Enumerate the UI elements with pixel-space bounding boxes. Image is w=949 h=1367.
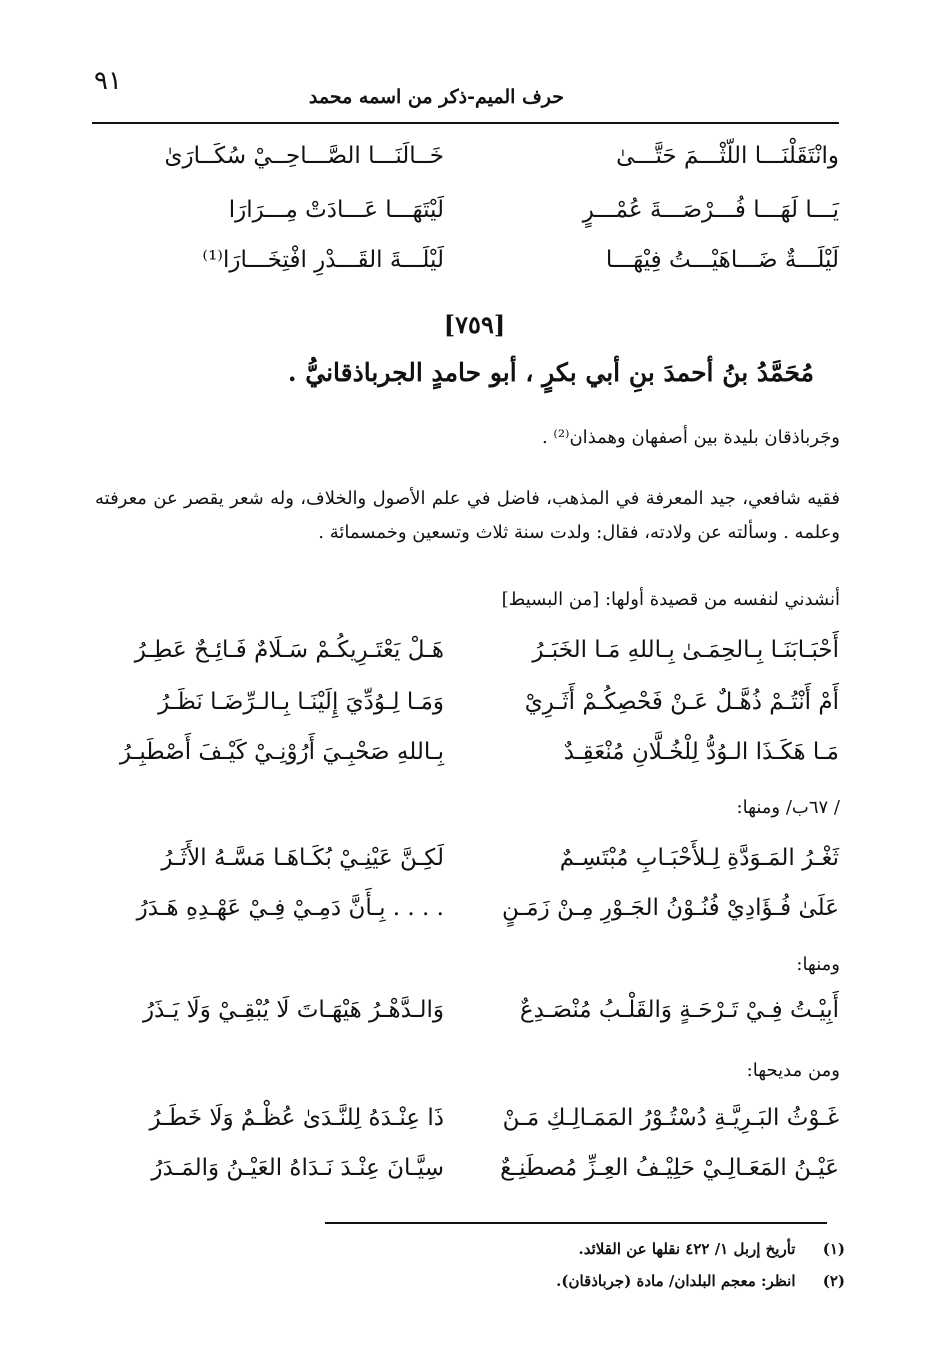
footnote: [556, 1272, 845, 1290]
footnote-text: تأريخ إربل ١/ ٤٢٢ نقلها عن القلائد.: [578, 1240, 796, 1258]
verse-row: [92, 1146, 839, 1190]
section-label: / ٦٧ب/ ومنها:: [736, 797, 840, 818]
footnote-number: (١): [822, 1240, 845, 1258]
verse-second-hemistich: لَيْلَـــةَ القَـــدْرِ افْتِخَـــارَا⁽¹⁾: [202, 247, 444, 273]
recited-intro: أنشدني لنفسه من قصيدة أولها: [من البسيط]: [501, 589, 840, 610]
place-note: وجَرباذقان بليدة بين أصفهان وهمذان⁽²⁾ .: [541, 427, 840, 448]
footnote-number: (٢): [822, 1272, 845, 1290]
verse-row: [92, 836, 839, 880]
verse-row: [92, 134, 839, 178]
page-number: ٩١: [94, 66, 122, 96]
footnote-text: انظر: معجم البلدان/ مادة (جرباذقان).: [556, 1272, 796, 1290]
verse-row: [92, 188, 839, 232]
footnote-rule: [325, 1222, 827, 1224]
verse-second-hemistich: وَمَـا لِـوُدِّيَ إِلَيْنَـا بِـالـرِّضَـا نَظَـرُ: [158, 689, 444, 715]
verse-second-hemistich: لَكِـنَّ عَيْنِـيْ بُكَـاهَـا مَسَّـهُ الأَثَـرُ: [161, 845, 444, 871]
biography-paragraph: فقيه شافعي، جيد المعرفة في المذهب، فاضل في علم الأصول والخلاف، وله شعر يقصر عن معرفته وعلمه . وسألته عن ولادته، فقال: ولدت سنة ثلاث وتسعين وخمسمائة .: [95, 488, 840, 543]
verse-row: [92, 886, 839, 930]
verse-second-hemistich: . . . . بِـأَنَّ دَمِـيْ فِـيْ عَهْـدِهِ هَـدَرُ: [136, 895, 444, 921]
header-rule: [92, 122, 839, 124]
verse-first-hemistich: يَـــا لَهَـــا فُـــرْصَـــةَ عُمْـــرٍ: [582, 197, 839, 223]
section-label: ومن مديحها:: [746, 1060, 840, 1081]
verse-second-hemistich: بِـاللهِ صَحْبِـيَ أَرُوْنِـيْ كَيْـفَ أَصْطَبِـرُ: [119, 739, 444, 765]
entry-number: [٧٥٩]: [443, 310, 506, 339]
verse-first-hemistich: أَمْ أَنْتُـمْ ذُهَّـلٌ عَـنْ فَحْصِكُـمْ أَثَـرِيْ: [524, 689, 839, 715]
verse-first-hemistich: عَلَىٰ فُـؤَادِيْ فُنُـوْنُ الجَـوْرِ مِـنْ زَمَـنٍ: [502, 895, 839, 921]
verse-second-hemistich: ذَا عِنْـدَهُ لِلنَّـدَىٰ عُظْـمٌ وَلَا خَطَـرُ: [149, 1105, 444, 1131]
section-label: ومنها:: [796, 954, 840, 975]
verse-first-hemistich: أَبِيْـتُ فِـيْ تَـرْحَـةٍ وَالقَلْـبُ مُنْصَـدِعٌ: [519, 997, 839, 1023]
verse-first-hemistich: ثَغْـرُ المَـوَدَّةِ لِـلأَحْبَـابِ مُبْتَسِـمٌ: [559, 845, 839, 871]
verse-second-hemistich: سِيَّـانَ عِنْـدَ نَـدَاهُ العَيْـنُ وَالمَـدَرُ: [151, 1155, 444, 1181]
verse-row: [92, 730, 839, 774]
verse-row: [92, 988, 839, 1032]
verse-first-hemistich: لَيْلَـــةٌ ضَـــاهَيْـــتُ فِيْهَـــا: [605, 247, 839, 273]
verse-first-hemistich: مَـا هَكَـذَا الـوُدُّ لِلْخُـلَّانِ مُنْعَقِـدٌ: [563, 739, 839, 765]
verse-row: [92, 628, 839, 672]
verse-second-hemistich: خَــالَنَـــا الصَّـــاحِــيْ سُكَــارَىٰ: [164, 143, 444, 169]
verse-first-hemistich: أَحْبَـابَنَـا بِـالحِمَـىٰ بِـاللهِ مَـا الخَبَـرُ: [532, 637, 839, 663]
footnote: [579, 1240, 846, 1258]
verse-row: [92, 238, 839, 282]
verse-second-hemistich: هَـلْ يَعْتَـرِيكُـمْ سَـلَامٌ فَـائِـحٌ عَطِـرُ: [134, 637, 444, 663]
verse-second-hemistich: لَيْتَهَـــا عَـــادَتْ مِـــرَارَا: [228, 197, 444, 223]
running-head: حرف الميم-ذكر من اسمه محمد: [308, 86, 564, 108]
verse-row: [92, 1096, 839, 1140]
verse-first-hemistich: وانْتَقَلْنَـــا اللّثْـــمَ حَتَّـــىٰ: [616, 143, 839, 169]
verse-first-hemistich: عَيْـنُ المَعَـالِـيْ حَلِيْـفُ العِـزِّ مُصطَنِـعٌ: [500, 1155, 839, 1181]
verse-first-hemistich: غَـوْثُ البَـرِيَّـةِ دُسْتُـوْرُ المَمَـالِـكِ مَـنْ: [502, 1105, 839, 1131]
verse-row: [92, 680, 839, 724]
entry-title: مُحَمَّدُ بنُ أحمدَ بنِ أبي بكرٍ ، أبو حامدٍ الجرباذقانيُّ .: [287, 358, 814, 387]
verse-second-hemistich: وَالـدَّهْـرُ هَيْهَـاتَ لَا يُبْقِـيْ وَلَا يَـذَرُ: [142, 997, 444, 1023]
